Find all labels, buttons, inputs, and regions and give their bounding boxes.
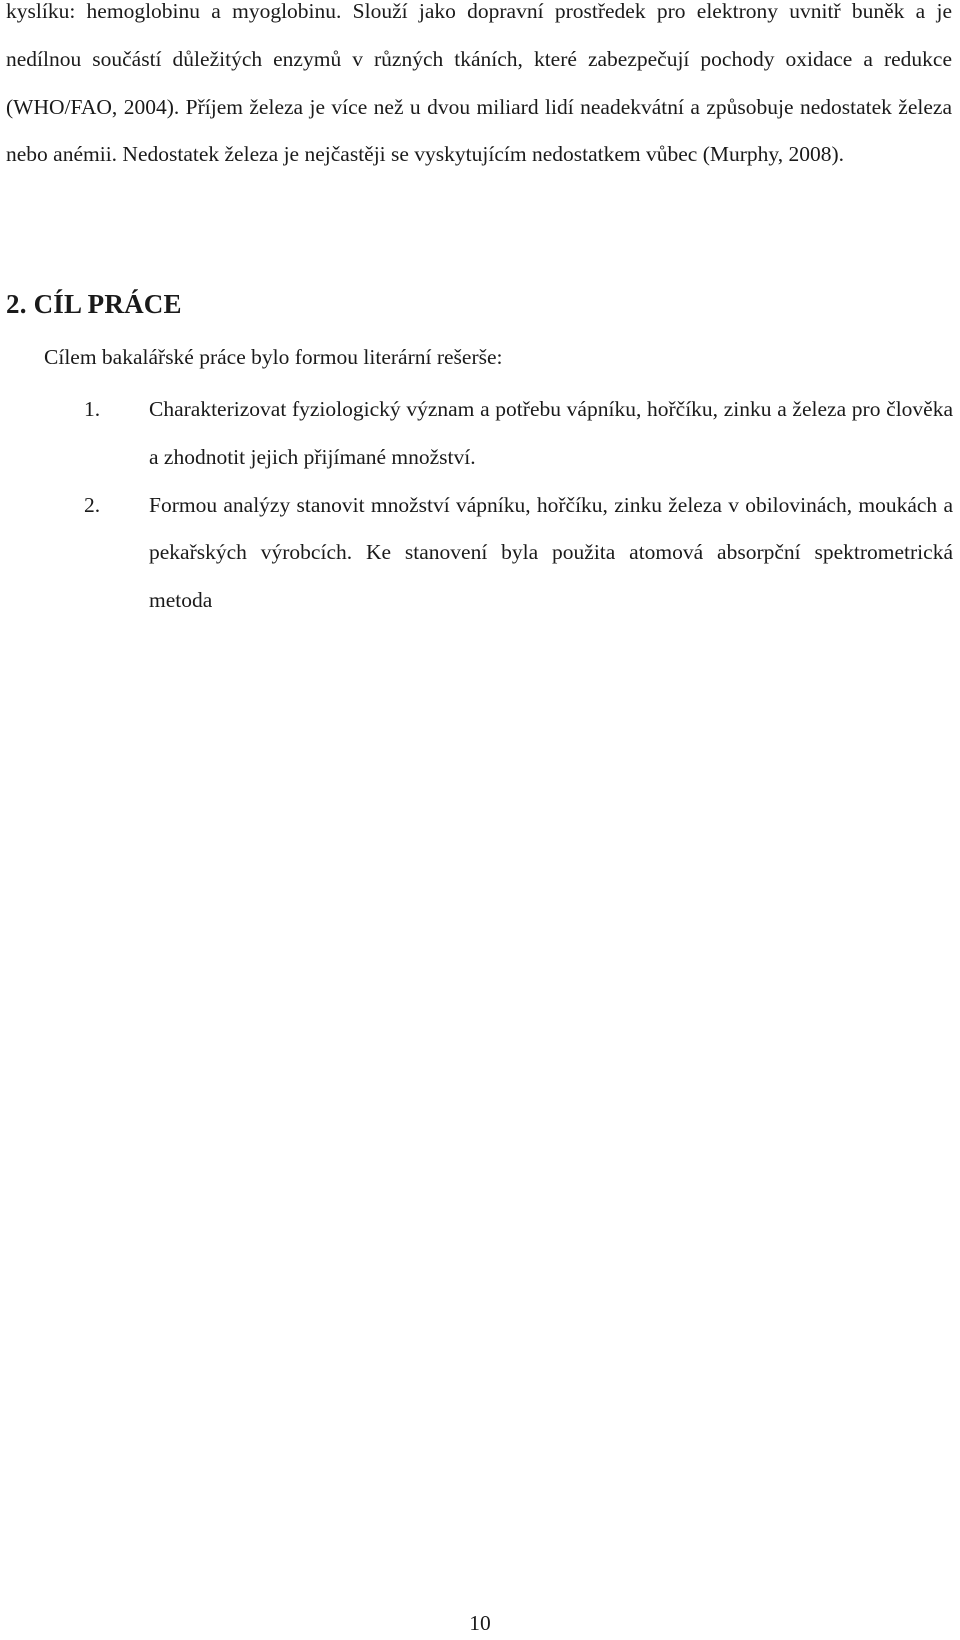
goal-number: 1. bbox=[84, 397, 101, 421]
section-intro: Cílem bakalářské práce bylo formou literární rešerše: bbox=[44, 345, 503, 369]
goal-item bbox=[0, 386, 960, 482]
goal-text: Charakterizovat fyziologický význam a potřebu vápníku, hořčíku, zinku a železa pro člověka a zhodnotit jejich přijímané množství. bbox=[149, 397, 953, 469]
goal-number: 2. bbox=[84, 492, 101, 517]
goals-list bbox=[0, 386, 960, 625]
page-number: 10 bbox=[469, 1611, 491, 1635]
goal-item bbox=[0, 482, 960, 625]
body-paragraph: kyslíku: hemoglobinu a myoglobinu. Slouží jako dopravní prostředek pro elektrony uvnitř buněk a je nedílnou součástí důležitých enzymů v různých tkáních, které zabezpečují pochody oxidace a redukce (WHO/FAO, 2004). Příjem železa je více než u dvou miliard lidí neadekvátní a způsobuje nedostatek železa nebo anémii. Nedostatek železa je nejčastěji se vyskytujícím nedostatkem vůbec (Murphy, 2008). bbox=[6, 0, 952, 167]
section-heading: 2. CÍL PRÁCE bbox=[6, 289, 182, 319]
goal-text: Formou analýzy stanovit množství vápníku, hořčíku, zinku železa v obilovinách, moukách a pekařských výrobcích. Ke stanovení byla použita atomová absorpční spektrometrická metoda bbox=[149, 492, 953, 613]
